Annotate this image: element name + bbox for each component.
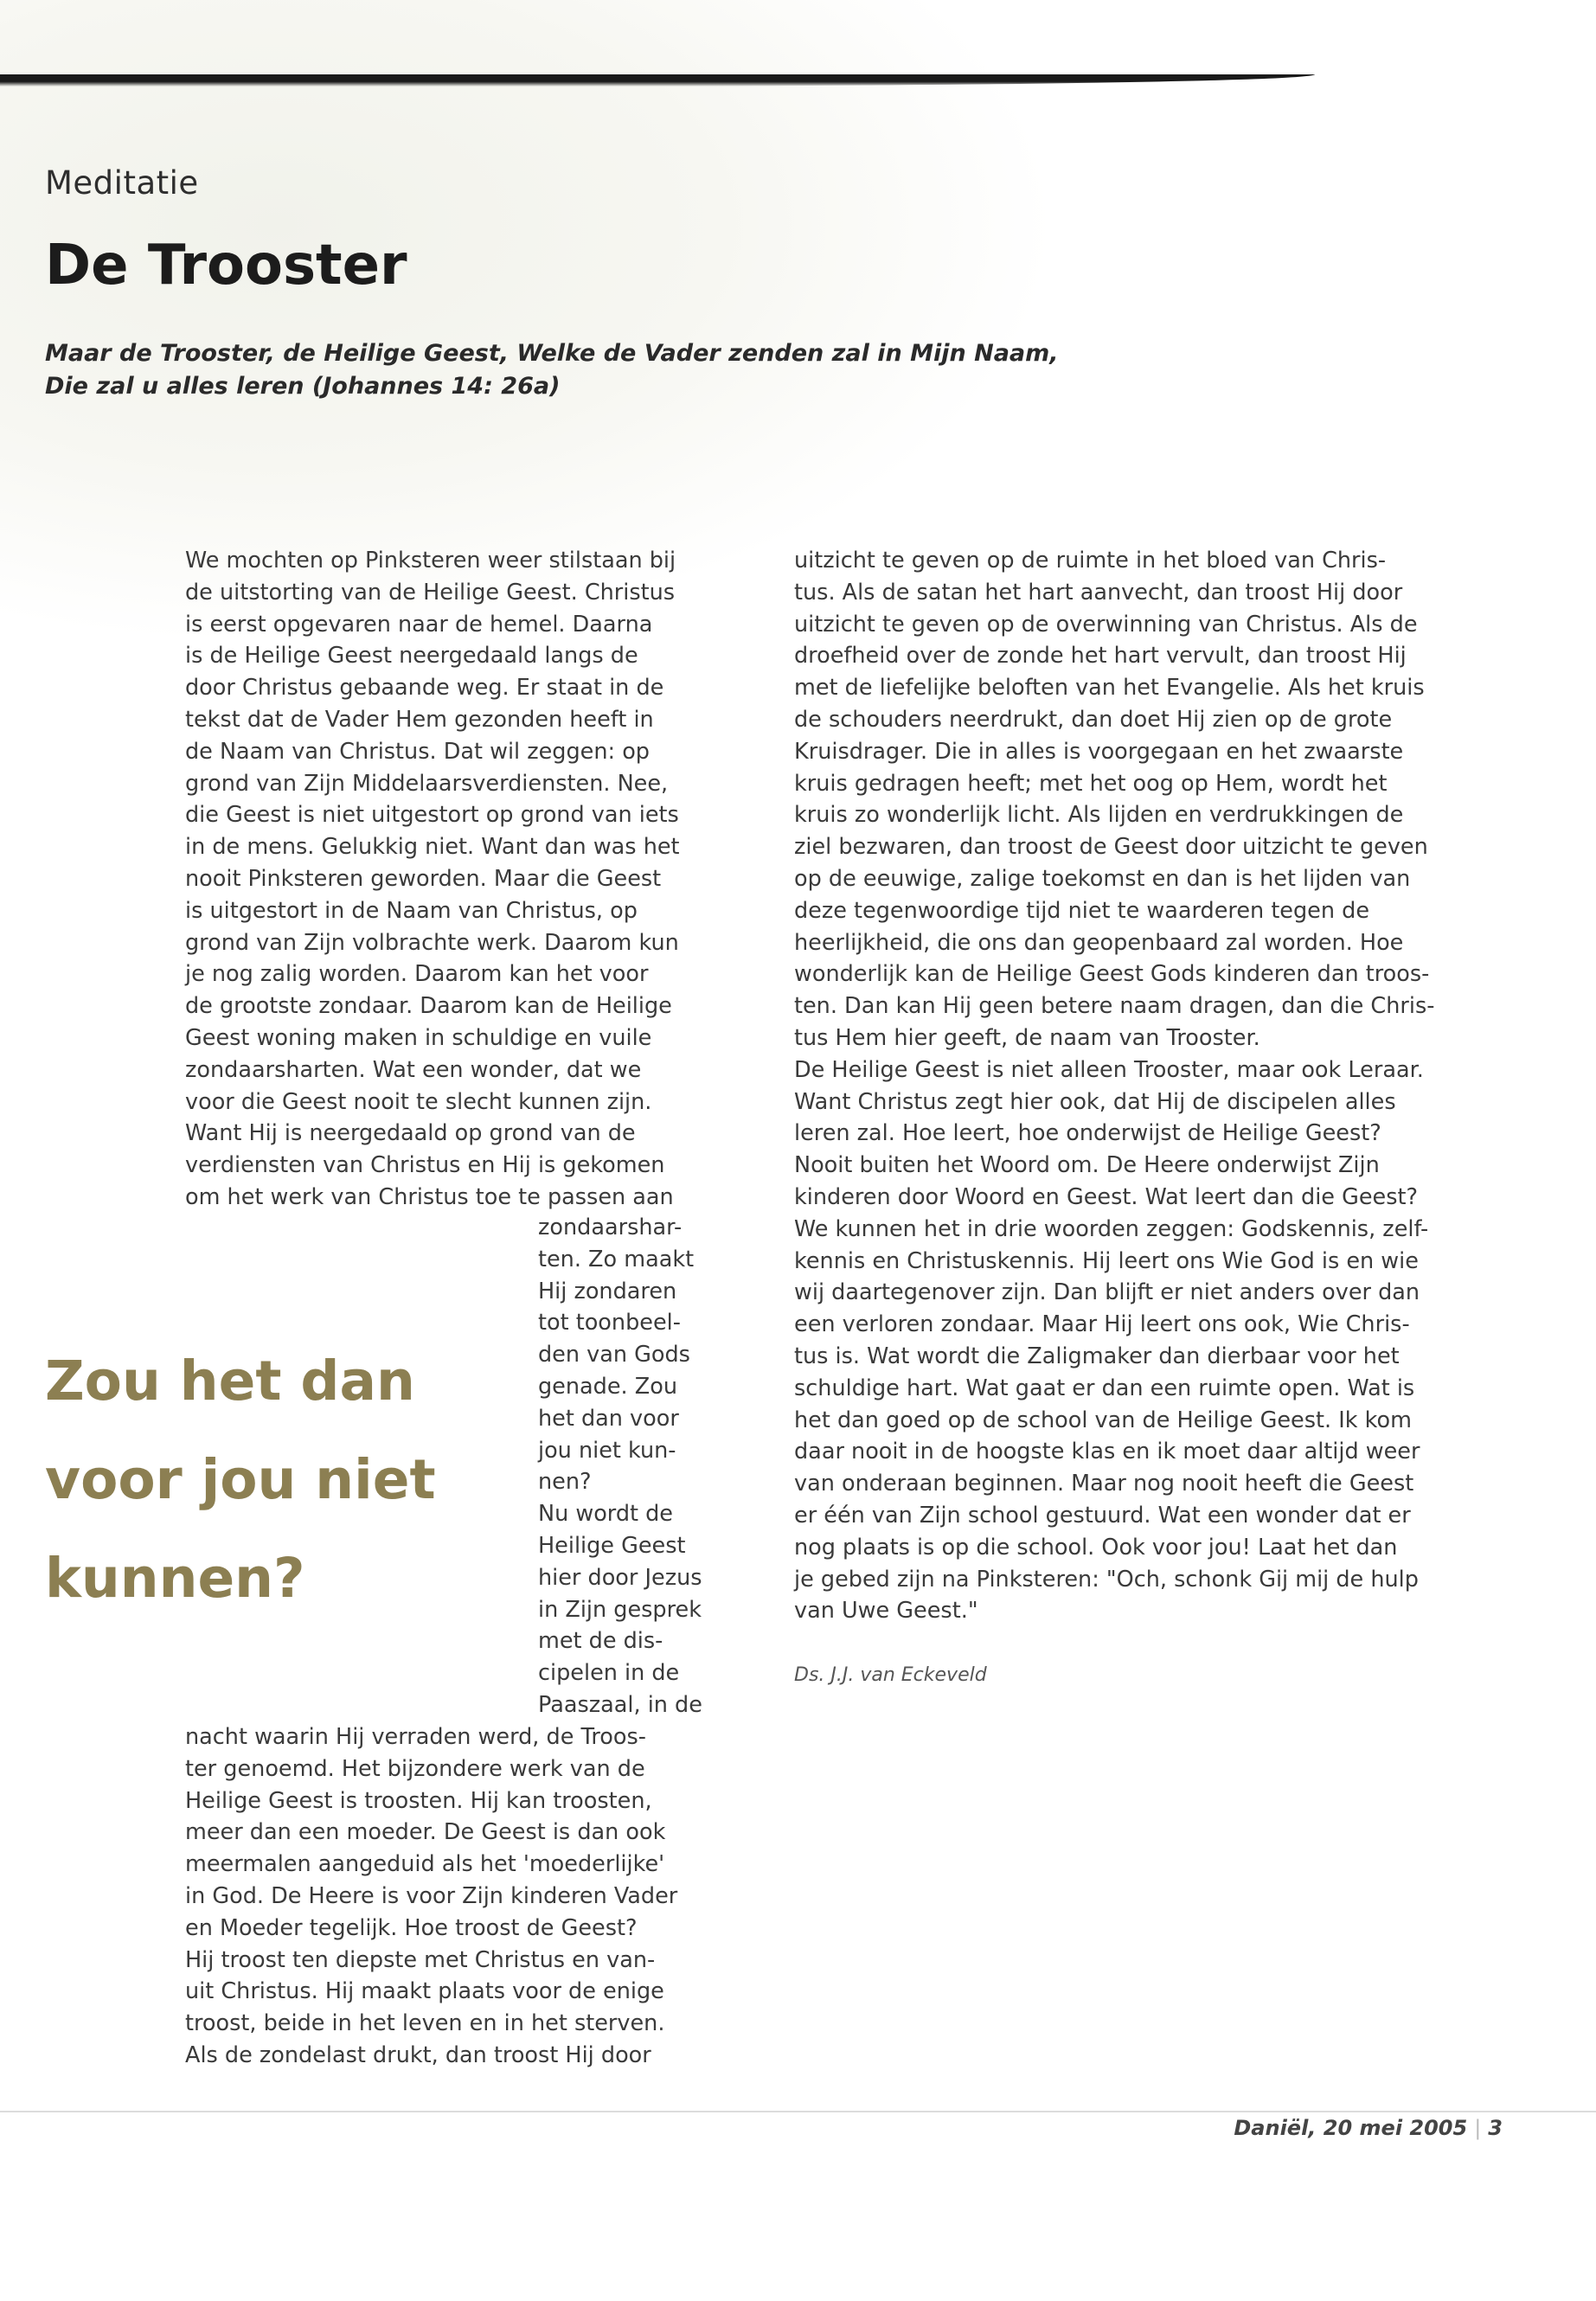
body-left-narrow-column: [538, 1212, 702, 1721]
text-line: het dan voor: [538, 1405, 679, 1432]
text-line: tot toonbeel-: [538, 1310, 681, 1336]
text-line: Want Christus zegt hier ook, dat Hij de discipelen alles: [794, 1088, 1396, 1115]
text-line: Hij troost ten diepste met Christus en van-: [185, 1946, 656, 1973]
text-line: het dan goed op de school van de Heilige Geest. Ik kom: [794, 1407, 1412, 1433]
page-number: 3: [1488, 2116, 1503, 2140]
text-line: grond van Zijn Middelaarsverdiensten. Nee,: [185, 770, 669, 797]
text-line: kennis en Christuskennis. Hij leert ons Wie God is en wie: [794, 1247, 1419, 1274]
text-line: nooit Pinksteren geworden. Maar die Geest: [185, 865, 662, 892]
text-line: jou niet kun-: [538, 1437, 676, 1464]
page-footer: [1234, 2116, 1503, 2140]
text-line: wij daartegenover zijn. Dan blijft er niet anders over dan: [794, 1279, 1420, 1306]
intro-verse: [45, 337, 1170, 403]
text-line: voor die Geest nooit te slecht kunnen zijn.: [185, 1088, 652, 1115]
text-line: zondaarsharten. Wat een wonder, dat we: [185, 1056, 642, 1083]
text-line: en Moeder tegelijk. Hoe troost de Geest?: [185, 1914, 638, 1941]
text-line: deze tegenwoordige tijd niet te waarderen tegen de: [794, 897, 1370, 924]
text-line: op de eeuwige, zalige toekomst en dan is het lijden van: [794, 865, 1411, 892]
text-line: door Christus gebaande weg. Er staat in de: [185, 675, 664, 702]
text-line: uitzicht te geven op de overwinning van Christus. Als de: [794, 611, 1418, 638]
pull-quote-line: kunnen?: [45, 1547, 305, 1610]
text-line: Hij zondaren: [538, 1278, 677, 1304]
text-line: ziel bezwaren, dan troost de Geest door uitzicht te geven: [794, 834, 1428, 861]
text-line: met de liefelijke beloften van het Evangelie. Als het kruis: [794, 675, 1425, 702]
text-line: nacht waarin Hij verraden werd, de Troos-: [185, 1724, 646, 1750]
text-line: de Naam van Christus. Dat wil zeggen: op: [185, 738, 650, 765]
text-line: nog plaats is op die school. Ook voor jou! Laat het dan: [794, 1534, 1398, 1561]
text-line: tus Hem hier geeft, de naam van Trooster.: [794, 1024, 1260, 1051]
text-line: Heilige Geest is troosten. Hij kan troosten,: [185, 1787, 652, 1814]
text-line: die Geest is niet uitgestort op grond van iets: [185, 802, 679, 829]
text-line: schuldige hart. Wat gaat er dan een ruimte open. Wat is: [794, 1375, 1415, 1401]
text-line: tekst dat de Vader Hem gezonden heeft in: [185, 706, 654, 733]
text-line: in de mens. Gelukkig niet. Want dan was het: [185, 834, 680, 861]
text-line: droefheid over de zonde het hart vervult, dan troost Hij: [794, 643, 1407, 670]
text-line: is uitgestort in de Naam van Christus, op: [185, 897, 638, 924]
text-line: verdiensten van Christus en Hij is gekomen: [185, 1152, 665, 1179]
text-line: van onderaan beginnen. Maar nog nooit heeft die Geest: [794, 1471, 1414, 1497]
text-line: kinderen door Woord en Geest. Wat leert dan die Geest?: [794, 1183, 1419, 1210]
text-line: De Heilige Geest is niet alleen Trooster, maar ook Leraar.: [794, 1056, 1424, 1083]
text-line: Kruisdrager. Die in alles is voorgegaan en het zwaarste: [794, 738, 1404, 765]
text-line: de grootste zondaar. Daarom kan de Heilige: [185, 993, 672, 1020]
text-line: tus is. Wat wordt die Zaligmaker dan dierbaar voor het: [794, 1343, 1400, 1369]
text-line: kruis gedragen heeft; met het oog op Hem, wordt het: [794, 770, 1388, 797]
text-line: cipelen in de: [538, 1660, 680, 1687]
text-line: Paaszaal, in de: [538, 1691, 702, 1718]
text-line: Als de zondelast drukt, dan troost Hij door: [185, 2041, 651, 2068]
intro-line: Die zal u alles leren (Johannes 14: 26a): [45, 373, 561, 400]
text-line: troost, beide in het leven en in het sterven.: [185, 2010, 665, 2037]
body-right-column: [794, 545, 1434, 1627]
text-line: Nooit buiten het Woord om. De Heere onderwijst Zijn: [794, 1152, 1380, 1179]
text-line: meer dan een moeder. De Geest is dan ook: [185, 1819, 666, 1846]
text-line: de schouders neerdrukt, dan doet Hij zien op de grote: [794, 706, 1393, 733]
text-line: uit Christus. Hij maakt plaats voor de enige: [185, 1978, 664, 2005]
text-line: een verloren zondaar. Maar Hij leert ons ook, Wie Chris-: [794, 1311, 1410, 1338]
text-line: is eerst opgevaren naar de hemel. Daarna: [185, 611, 653, 638]
text-line: ten. Zo maakt: [538, 1246, 695, 1272]
text-line: nen?: [538, 1469, 592, 1496]
text-line: in God. De Heere is voor Zijn kinderen Vader: [185, 1882, 678, 1909]
text-line: den van Gods: [538, 1342, 690, 1368]
text-line: ten. Dan kan Hij geen betere naam dragen, dan die Chris-: [794, 993, 1435, 1020]
text-line: meermalen aangeduid als het 'moederlijke': [185, 1851, 665, 1878]
author-signature: Ds. J.J. van Eckeveld: [794, 1664, 987, 1686]
article-title: De Trooster: [45, 234, 407, 298]
text-line: We kunnen het in drie woorden zeggen: Godskennis, zelf-: [794, 1215, 1429, 1242]
text-line: heerlijkheid, die ons dan geopenbaard zal worden. Hoe: [794, 929, 1404, 956]
text-line: zondaarshar-: [538, 1215, 683, 1240]
top-decorative-bar: [0, 74, 1315, 87]
body-left-column: [185, 545, 680, 1214]
pull-quote-line: Zou het dan: [45, 1349, 415, 1413]
text-line: genade. Zou: [538, 1373, 677, 1400]
text-line: er één van Zijn school gestuurd. Wat een wonder dat er: [794, 1502, 1411, 1529]
text-line: om het werk van Christus toe te passen aan: [185, 1183, 674, 1210]
text-line: daar nooit in de hoogste klas en ik moet daar altijd weer: [794, 1439, 1420, 1465]
footer-separator: |: [1474, 2116, 1482, 2140]
text-line: in Zijn gesprek: [538, 1596, 702, 1623]
text-line: ter genoemd. Het bijzondere werk van de: [185, 1755, 645, 1782]
text-line: We mochten op Pinksteren weer stilstaan bij: [185, 548, 676, 574]
pull-quote: [45, 1332, 478, 1628]
text-line: Geest woning maken in schuldige en vuile: [185, 1024, 652, 1051]
pull-quote-line: voor jou niet: [45, 1448, 436, 1511]
text-line: is de Heilige Geest neergedaald langs de: [185, 643, 638, 670]
footer-divider: [0, 2111, 1596, 2112]
text-line: Want Hij is neergedaald op grond van de: [185, 1120, 636, 1147]
text-line: tus. Als de satan het hart aanvecht, dan troost Hij door: [794, 579, 1403, 606]
text-line: Nu wordt de: [538, 1501, 674, 1528]
text-line: je gebed zijn na Pinksteren: "Och, schonk Gij mij de hulp: [794, 1566, 1419, 1593]
section-label: Meditatie: [45, 164, 199, 202]
text-line: hier door Jezus: [538, 1564, 702, 1591]
text-line: van Uwe Geest.": [794, 1598, 978, 1625]
text-line: kruis zo wonderlijk licht. Als lijden en verdrukkingen de: [794, 802, 1404, 829]
text-line: met de dis-: [538, 1628, 663, 1655]
text-line: wonderlijk kan de Heilige Geest Gods kinderen dan troos-: [794, 961, 1430, 988]
text-line: grond van Zijn volbrachte werk. Daarom kun: [185, 929, 679, 956]
text-line: uitzicht te geven op de ruimte in het bloed van Chris-: [794, 548, 1387, 574]
intro-line: Maar de Trooster, de Heilige Geest, Welke de Vader zenden zal in Mijn Naam,: [45, 340, 1059, 367]
text-line: Heilige Geest: [538, 1532, 686, 1559]
text-line: de uitstorting van de Heilige Geest. Christus: [185, 579, 676, 606]
publication-date: Daniël, 20 mei 2005: [1234, 2116, 1468, 2140]
text-line: leren zal. Hoe leert, hoe onderwijst de Heilige Geest?: [794, 1120, 1381, 1147]
body-left-bottom-column: [185, 1721, 677, 2072]
text-line: je nog zalig worden. Daarom kan het voor: [185, 961, 649, 988]
